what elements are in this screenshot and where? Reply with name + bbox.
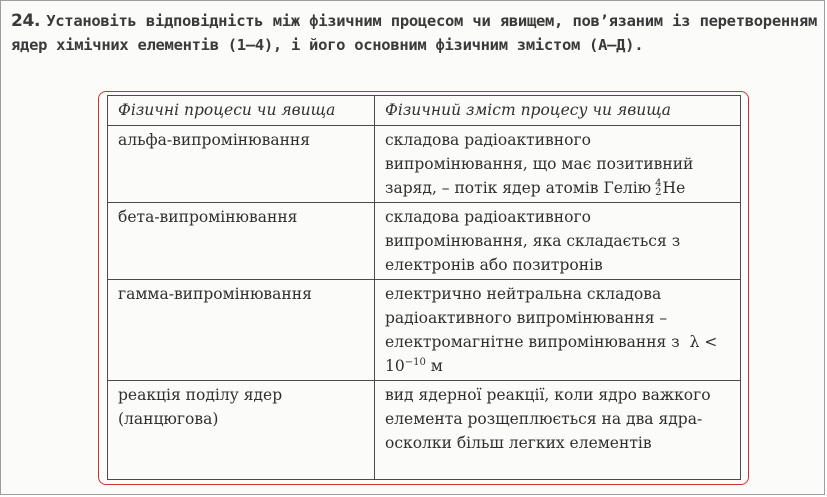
table-row bbox=[108, 280, 741, 381]
element-symbol: He bbox=[662, 179, 686, 197]
table-row bbox=[108, 203, 741, 280]
meaning-cell bbox=[375, 126, 741, 203]
task-statement bbox=[11, 9, 817, 57]
process-cell: бета-випромінювання bbox=[108, 203, 375, 280]
table-row bbox=[108, 381, 741, 480]
header-processes: Фізичні процеси чи явища bbox=[108, 96, 375, 126]
meaning-cell bbox=[375, 280, 741, 381]
meaning-cell: вид ядерної реакції, коли ядро важкого елемента розщеплюється на два ядра-осколки більш легких елементів bbox=[375, 381, 741, 480]
unit: м bbox=[430, 357, 443, 375]
exponent: −10 bbox=[404, 356, 426, 368]
process-cell: реакція поділу ядер (ланцюгова) bbox=[108, 381, 375, 480]
header-meaning: Фізичний зміст процесу чи явища bbox=[375, 96, 741, 126]
table-row bbox=[108, 126, 741, 203]
process-cell: гамма-випромінювання bbox=[108, 280, 375, 381]
mass-number: 4 bbox=[655, 178, 662, 189]
nuclide-indices bbox=[655, 179, 661, 197]
table-header-row bbox=[108, 96, 741, 126]
meaning-text: електрично нейтральна складова радіоактивного випромінювання – електромагнітне випромінювання з bbox=[385, 285, 680, 351]
task-number: 24. bbox=[11, 11, 41, 31]
process-cell: альфа-випромінювання bbox=[108, 126, 375, 203]
matching-table bbox=[107, 95, 741, 480]
meaning-cell: складова радіоактивного випромінювання, яка складається з електронів або позитронів bbox=[375, 203, 741, 280]
meaning-text: складова радіоактивного випромінювання, що має позитивний заряд, – потік ядер атомів Гелію bbox=[385, 131, 694, 197]
wavelength-condition: λ < 10 bbox=[385, 333, 718, 375]
atomic-number: 2 bbox=[655, 187, 662, 198]
task-text: Установіть відповідність між фізичним процесом чи явищем, пов’язаним із перетворенням ядер хімічних елементів (1–4), і його основним фізичним змістом (А–Д). bbox=[11, 12, 817, 54]
